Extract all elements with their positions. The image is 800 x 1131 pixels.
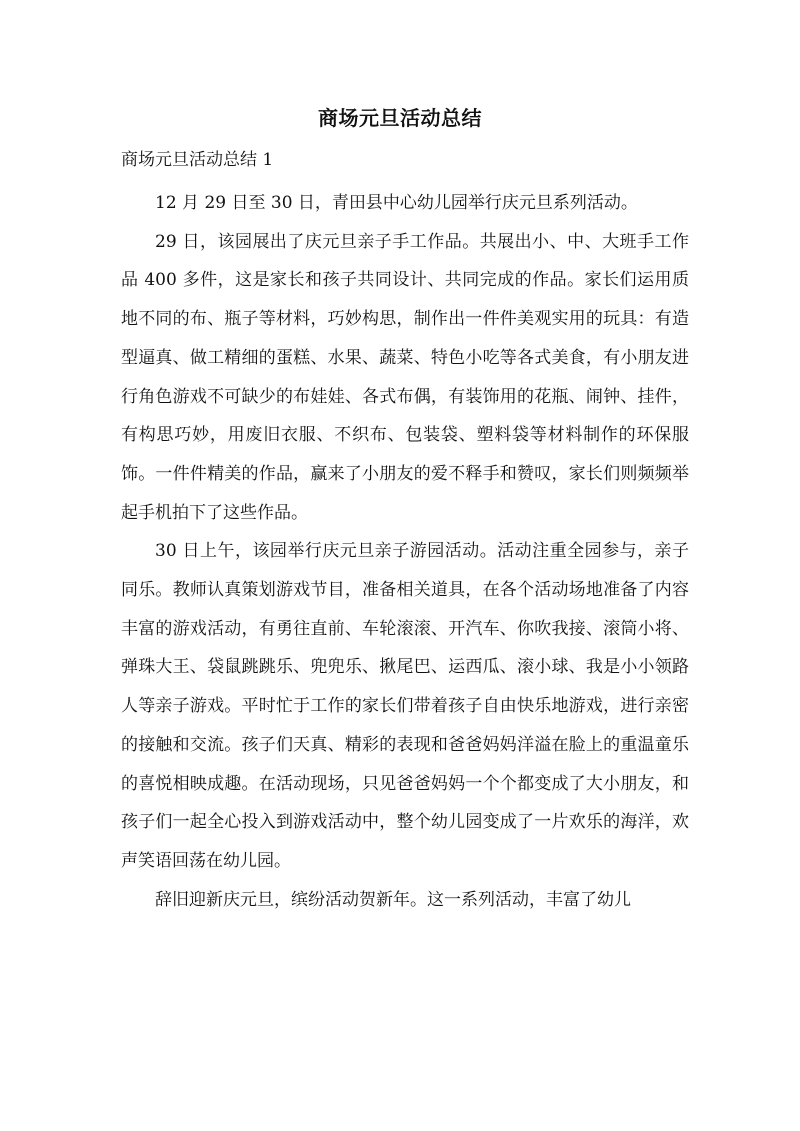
paragraph: 辞旧迎新庆元旦，缤纷活动贺新年。这一系列活动，丰富了幼儿 [155,889,631,910]
paragraph: 30 日上午，该园举行庆元旦亲子游园活动。活动注重全园参与，亲子同乐。教师认真策划游戏节目，准备相关道具，在各个活动场地准备了内容丰富的游戏活动，有勇往直前、车轮滚滚、开汽车、你吹我接、滚筒小将、弹珠大王、袋鼠跳跳乐、兜兜乐、揪尾巴、运西瓜、滚小球、我是小小领路人等亲子游戏。平时忙于工作的家长们带着孩子自由快乐地游戏，进行亲密的接触和交流。孩子们天真、精彩的表现和爸爸妈妈洋溢在脸上的重温童乐的喜悦相映成趣。在活动现场，只见爸爸妈妈一个个都变成了大小朋友，和孩子们一起全心投入到游戏活动中，整个幼儿园变成了一片欢乐的海洋，欢声笑语回荡在幼儿园。 [121,541,689,871]
document-body [121,184,689,919]
document-title: 商场元旦活动总结 [318,106,482,130]
paragraph: 29 日，该园展出了庆元旦亲子手工作品。共展出小、中、大班手工作品 400 多件，这是家长和孩子共同设计、共同完成的作品。家长们运用质地不同的布、瓶子等材料，巧妙构思，制作出一件件美观实用的玩具：有造型逼真、做工精细的蛋糕、水果、蔬菜、特色小吃等各式美食，有小朋友进行角色游戏不可缺少的布娃娃、各式布偶，有装饰用的花瓶、闹钟、挂件，有构思巧妙，用废旧衣服、不织布、包装袋、塑料袋等材料制作的环保服饰。一件件精美的作品，赢来了小朋友的爱不释手和赞叹，家长们则频频举起手机拍下了这些作品。 [121,231,689,523]
paragraph: 12 月 29 日至 30 日，青田县中心幼儿园举行庆元旦系列活动。 [155,193,638,213]
document-subtitle: 商场元旦活动总结 1 [121,150,274,170]
